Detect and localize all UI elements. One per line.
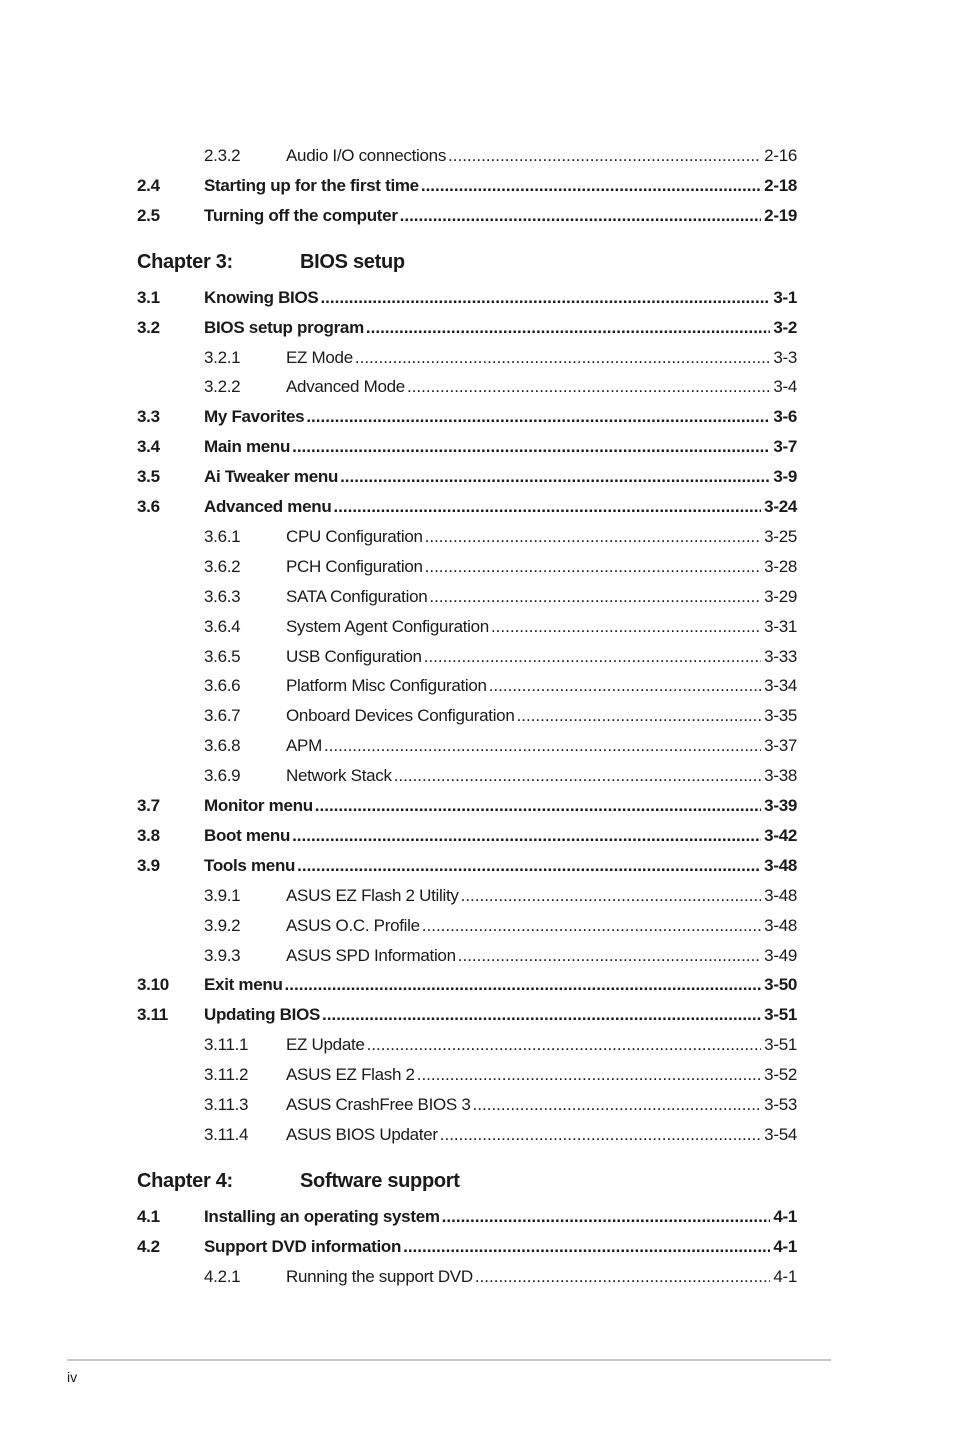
toc-subsection-entry[interactable] bbox=[137, 1034, 797, 1056]
toc-entry-title: EZ Update bbox=[286, 1035, 365, 1055]
toc-entry-page: 3-48 bbox=[764, 915, 797, 935]
dot-leader bbox=[425, 526, 762, 548]
toc-entry-page: 3-34 bbox=[764, 676, 797, 696]
dot-leader bbox=[315, 795, 761, 817]
toc-entry-title: Advanced menu bbox=[204, 497, 332, 516]
toc-entry-number: 3.10 bbox=[137, 975, 169, 995]
toc-entry-title: Updating BIOS bbox=[204, 1005, 321, 1025]
toc-entry-number: 3.9.2 bbox=[204, 915, 241, 935]
dot-leader bbox=[473, 1094, 762, 1116]
dot-leader bbox=[489, 675, 761, 697]
toc-entry-page: 3-38 bbox=[764, 766, 797, 786]
toc-entry-number: 3.6.6 bbox=[204, 676, 241, 696]
toc-entry-number: 3.8 bbox=[137, 825, 160, 845]
dot-leader bbox=[297, 855, 761, 877]
toc-entry-title: Network Stack bbox=[286, 766, 392, 786]
toc-section-entry[interactable] bbox=[137, 1236, 797, 1258]
toc-entry-page: 2-18 bbox=[764, 175, 797, 195]
dot-leader bbox=[425, 556, 762, 578]
toc-entry-page: 3-35 bbox=[764, 706, 797, 726]
dot-leader bbox=[475, 1266, 771, 1288]
dot-leader bbox=[367, 1034, 762, 1056]
dot-leader bbox=[517, 705, 762, 727]
toc-entry-page: 3-51 bbox=[764, 1035, 797, 1055]
chapter-heading bbox=[137, 249, 405, 275]
toc-entry-page: 3-48 bbox=[764, 885, 797, 905]
toc-entry-page: 3-4 bbox=[773, 377, 797, 397]
toc-entry-page: 3-3 bbox=[773, 347, 797, 367]
toc-entry-title: SATA Configuration bbox=[286, 586, 428, 606]
toc-section-entry[interactable] bbox=[137, 825, 797, 847]
toc-entry-page: 3-48 bbox=[764, 855, 797, 875]
toc-entry-page: 3-1 bbox=[773, 287, 797, 307]
toc-entry-number: 3.11.4 bbox=[204, 1124, 249, 1144]
toc-subsection-entry[interactable] bbox=[137, 1124, 797, 1146]
toc-entry-title: Advanced Mode bbox=[286, 377, 405, 397]
toc-entry-number: 3.9.3 bbox=[204, 945, 241, 965]
toc-entry-page: 3-52 bbox=[764, 1065, 797, 1085]
toc-entry-title: ASUS BIOS Updater bbox=[286, 1124, 438, 1144]
dot-leader bbox=[333, 496, 761, 518]
toc-subsection-entry[interactable] bbox=[137, 526, 797, 548]
toc-entry-number: 3.11.1 bbox=[204, 1035, 249, 1055]
toc-subsection-entry[interactable] bbox=[137, 765, 797, 787]
toc-entry-title: Turning off the computer bbox=[204, 205, 398, 225]
toc-entry-title: ASUS EZ Flash 2 Utility bbox=[286, 885, 459, 905]
toc-entry-number: 3.11.3 bbox=[204, 1095, 249, 1114]
toc-entry-title: USB Configuration bbox=[286, 646, 422, 666]
toc-entry-number: 3.6.2 bbox=[204, 556, 241, 576]
dot-leader bbox=[417, 1064, 761, 1086]
toc-section-entry[interactable] bbox=[137, 205, 797, 227]
toc-entry-title: Exit menu bbox=[204, 975, 283, 995]
toc-entry-number: 2.3.2 bbox=[204, 146, 241, 165]
dot-leader bbox=[292, 825, 761, 847]
toc-entry-page: 4-1 bbox=[773, 1266, 797, 1286]
toc-entry-title: APM bbox=[286, 736, 322, 756]
dot-leader bbox=[292, 436, 770, 458]
toc-entry-title: My Favorites bbox=[204, 407, 305, 427]
toc-entry-number: 4.1 bbox=[137, 1206, 160, 1226]
toc-section-entry[interactable] bbox=[137, 496, 797, 518]
toc-entry-page: 3-51 bbox=[764, 1005, 797, 1025]
dot-leader bbox=[320, 287, 770, 309]
toc-entry-title: Ai Tweaker menu bbox=[204, 467, 339, 487]
toc-subsection-entry[interactable] bbox=[137, 1266, 797, 1288]
page-number: iv bbox=[67, 1369, 78, 1385]
chapter-label: Chapter 3: bbox=[137, 250, 233, 273]
toc-entry-title: Knowing BIOS bbox=[204, 287, 319, 307]
dot-leader bbox=[491, 616, 761, 638]
toc-subsection-entry[interactable] bbox=[137, 347, 797, 369]
toc-subsection-entry[interactable] bbox=[137, 376, 797, 398]
toc-subsection-entry[interactable] bbox=[137, 945, 797, 967]
toc-entry-title: ASUS O.C. Profile bbox=[286, 915, 420, 935]
toc-entry-title: Installing an operating system bbox=[204, 1206, 440, 1226]
toc-subsection-entry[interactable] bbox=[137, 616, 797, 638]
toc-entry-title: Onboard Devices Configuration bbox=[286, 706, 515, 726]
toc-section-entry[interactable] bbox=[137, 855, 797, 877]
toc-entry-page: 2-19 bbox=[764, 205, 797, 225]
toc-subsection-entry[interactable] bbox=[137, 885, 797, 907]
toc-subsection-entry[interactable] bbox=[137, 915, 797, 937]
toc-entry-title: Main menu bbox=[204, 437, 291, 457]
toc-entry-page: 2-16 bbox=[764, 146, 797, 165]
toc-subsection-entry[interactable] bbox=[137, 586, 797, 608]
toc-entry-number: 4.2.1 bbox=[204, 1266, 241, 1286]
toc-section-entry[interactable] bbox=[137, 1206, 797, 1228]
toc-entry-number: 3.6.5 bbox=[204, 646, 241, 666]
toc-section-entry[interactable] bbox=[137, 317, 797, 339]
toc-entry-page: 3-2 bbox=[773, 317, 797, 337]
toc-entry-title: Monitor menu bbox=[204, 796, 313, 815]
toc-entry-title: Tools menu bbox=[204, 855, 296, 875]
toc-entry-page: 3-39 bbox=[764, 796, 797, 815]
toc-entry-title: CPU Configuration bbox=[286, 526, 423, 546]
dot-leader bbox=[429, 586, 761, 608]
dot-leader bbox=[448, 145, 761, 167]
toc-entry-title: Platform Misc Configuration bbox=[286, 676, 487, 696]
toc-entry-number: 3.2 bbox=[137, 317, 160, 337]
toc-entry-number: 3.6 bbox=[137, 497, 160, 516]
toc-entry-number: 3.6.8 bbox=[204, 736, 241, 756]
dot-leader bbox=[422, 915, 761, 937]
toc-entry-number: 3.9 bbox=[137, 855, 160, 875]
toc-entry-title: Running the support DVD bbox=[286, 1266, 473, 1286]
toc-entry-number: 3.7 bbox=[137, 796, 160, 815]
toc-entry-title: ASUS EZ Flash 2 bbox=[286, 1065, 415, 1085]
toc-entry-page: 3-33 bbox=[764, 646, 797, 666]
toc-entry-number: 3.6.9 bbox=[204, 766, 241, 786]
dot-leader bbox=[424, 646, 761, 668]
toc-section-entry[interactable] bbox=[137, 466, 797, 488]
toc-entry-page: 3-53 bbox=[764, 1095, 797, 1114]
toc-section-entry[interactable] bbox=[137, 175, 797, 197]
toc-entry-number: 2.4 bbox=[137, 175, 160, 195]
toc-entry-number: 3.3 bbox=[137, 407, 160, 427]
toc-section-entry[interactable] bbox=[137, 1004, 797, 1026]
toc-entry-number: 3.11.2 bbox=[204, 1065, 249, 1085]
toc-entry-title: BIOS setup program bbox=[204, 317, 364, 337]
toc-entry-page: 4-1 bbox=[773, 1236, 797, 1256]
chapter-label: Chapter 4: bbox=[137, 1169, 233, 1192]
dot-leader bbox=[442, 1206, 771, 1228]
toc-entry-number: 3.6.1 bbox=[204, 526, 241, 546]
toc-entry-page: 3-37 bbox=[764, 736, 797, 756]
dot-leader bbox=[421, 175, 761, 197]
toc-entry-page: 3-24 bbox=[764, 497, 797, 516]
dot-leader bbox=[355, 347, 770, 369]
toc-entry-page: 3-54 bbox=[764, 1124, 797, 1144]
toc-subsection-entry[interactable] bbox=[137, 145, 797, 167]
toc-entry-number: 3.9.1 bbox=[204, 885, 241, 905]
dot-leader bbox=[285, 974, 762, 996]
toc-entry-page: 3-6 bbox=[773, 407, 797, 427]
toc-subsection-entry[interactable] bbox=[137, 556, 797, 578]
toc-entry-page: 3-49 bbox=[764, 945, 797, 965]
chapter-title: Software support bbox=[300, 1169, 460, 1192]
toc-entry-page: 4-1 bbox=[773, 1206, 797, 1226]
footer-divider bbox=[67, 1359, 831, 1361]
toc-entry-title: Boot menu bbox=[204, 825, 291, 845]
toc-subsection-entry[interactable] bbox=[137, 675, 797, 697]
toc-entry-number: 3.6.3 bbox=[204, 586, 241, 606]
toc-entry-number: 3.1 bbox=[137, 287, 160, 307]
toc-entry-page: 3-9 bbox=[773, 467, 797, 487]
dot-leader bbox=[366, 317, 770, 339]
dot-leader bbox=[306, 406, 770, 428]
toc-entry-number: 2.5 bbox=[137, 205, 160, 225]
toc-entry-number: 4.2 bbox=[137, 1236, 160, 1256]
dot-leader bbox=[407, 376, 770, 398]
toc-section-entry[interactable] bbox=[137, 406, 797, 428]
chapter-title: BIOS setup bbox=[300, 250, 405, 273]
toc-entry-title: Support DVD information bbox=[204, 1236, 402, 1256]
toc-section-entry[interactable] bbox=[137, 974, 797, 996]
toc-entry-title: Audio I/O connections bbox=[286, 146, 447, 165]
toc-entry-title: Starting up for the first time bbox=[204, 175, 419, 195]
toc-entry-page: 3-50 bbox=[764, 975, 797, 995]
toc-section-entry[interactable] bbox=[137, 436, 797, 458]
dot-leader bbox=[340, 466, 770, 488]
toc-entry-page: 3-25 bbox=[764, 526, 797, 546]
toc-entry-page: 3-31 bbox=[764, 616, 797, 636]
dot-leader bbox=[440, 1124, 761, 1146]
chapter-heading bbox=[137, 1168, 460, 1194]
toc-subsection-entry[interactable] bbox=[137, 705, 797, 727]
toc-entry-title: System Agent Configuration bbox=[286, 616, 489, 636]
toc-entry-number: 3.2.1 bbox=[204, 347, 241, 367]
toc-entry-number: 3.6.4 bbox=[204, 616, 241, 636]
dot-leader bbox=[400, 205, 762, 227]
toc-subsection-entry[interactable] bbox=[137, 646, 797, 668]
toc-section-entry[interactable] bbox=[137, 795, 797, 817]
toc-entry-number: 3.2.2 bbox=[204, 377, 241, 397]
dot-leader bbox=[461, 885, 762, 907]
toc-entry-title: ASUS SPD Information bbox=[286, 945, 456, 965]
toc-subsection-entry[interactable] bbox=[137, 735, 797, 757]
toc-entry-page: 3-42 bbox=[764, 825, 797, 845]
toc-entry-number: 3.4 bbox=[137, 437, 160, 457]
toc-entry-page: 3-28 bbox=[764, 556, 797, 576]
toc-entry-number: 3.6.7 bbox=[204, 706, 241, 726]
toc-entry-number: 3.5 bbox=[137, 467, 160, 487]
toc-entry-title: EZ Mode bbox=[286, 347, 353, 367]
toc-entry-page: 3-29 bbox=[764, 586, 797, 606]
dot-leader bbox=[322, 1004, 761, 1026]
toc-entry-title: ASUS CrashFree BIOS 3 bbox=[286, 1095, 471, 1114]
toc-subsection-entry[interactable] bbox=[137, 1064, 797, 1086]
toc-subsection-entry[interactable] bbox=[137, 1094, 797, 1116]
dot-leader bbox=[458, 945, 761, 967]
dot-leader bbox=[403, 1236, 770, 1258]
toc-section-entry[interactable] bbox=[137, 287, 797, 309]
dot-leader bbox=[394, 765, 761, 787]
toc-entry-number: 3.11 bbox=[137, 1005, 168, 1025]
toc-entry-page: 3-7 bbox=[773, 437, 797, 457]
toc-entry-title: PCH Configuration bbox=[286, 556, 423, 576]
dot-leader bbox=[324, 735, 761, 757]
